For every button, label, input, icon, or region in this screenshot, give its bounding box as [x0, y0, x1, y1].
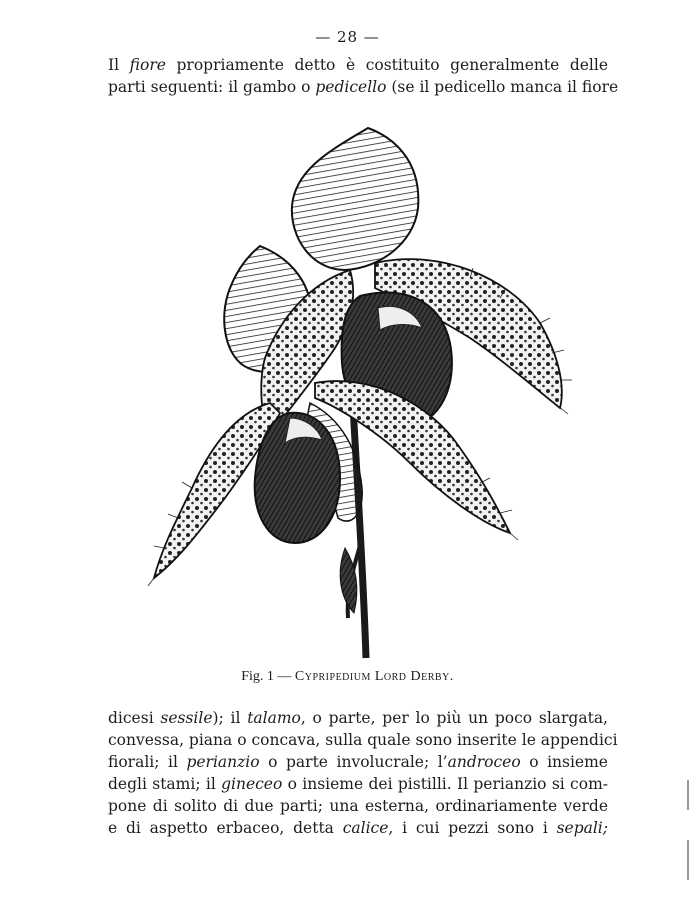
text-line [108, 751, 608, 773]
text-run: e di aspetto erbaceo, detta [108, 819, 343, 837]
italic-term: perianzio [186, 753, 260, 771]
bottom-paragraph [108, 707, 618, 839]
page-number: — 28 — [315, 28, 380, 46]
italic-term: sepali; [556, 819, 608, 837]
text-run: Il [108, 56, 130, 74]
text-run: dicesi [108, 709, 161, 727]
figure-caption [0, 669, 695, 685]
text-line: pone di solito di due parti; una esterna, ordinariamente verde [108, 797, 608, 815]
italic-term: talamo [247, 709, 301, 727]
text-run: parti seguenti: il gambo o [108, 78, 316, 96]
text-run: , o parte, per lo più un poco slargata, [300, 709, 608, 727]
caption-species: Cypripedium Lord Derby. [294, 669, 454, 684]
text-run: degli stami; il [108, 775, 222, 793]
text-line [108, 54, 608, 76]
italic-term: calice [342, 819, 389, 837]
caption-label: Fig. 1 — [241, 669, 295, 684]
text-run: o insieme [520, 753, 608, 771]
text-line [108, 76, 619, 98]
text-run: o parte involucrale; l’ [259, 753, 448, 771]
orchid-illustration [140, 118, 580, 663]
page-edge-mark [687, 840, 689, 880]
italic-term: gineceo [221, 775, 283, 793]
text-line [108, 707, 608, 729]
text-line: convessa, piana o concava, sulla quale sono inserite le appendici [108, 731, 618, 749]
italic-term: fiore [129, 56, 166, 74]
italic-term: androceo [447, 753, 521, 771]
text-line [108, 817, 608, 839]
text-run: , i cui pezzi sono i [388, 819, 557, 837]
text-line [108, 773, 608, 795]
text-run: (se il pedicello manca il fiore [386, 78, 619, 96]
text-run: propriamente detto è costituito generalmente delle [165, 56, 608, 74]
text-run: fiorali; il [108, 753, 187, 771]
page-edge-mark [687, 780, 689, 810]
text-run: o insieme dei pistilli. Il perianzio si com- [282, 775, 609, 793]
italic-term: pedicello [315, 78, 387, 96]
top-paragraph [108, 54, 619, 98]
text-run: ); il [212, 709, 248, 727]
italic-term: sessile [160, 709, 213, 727]
